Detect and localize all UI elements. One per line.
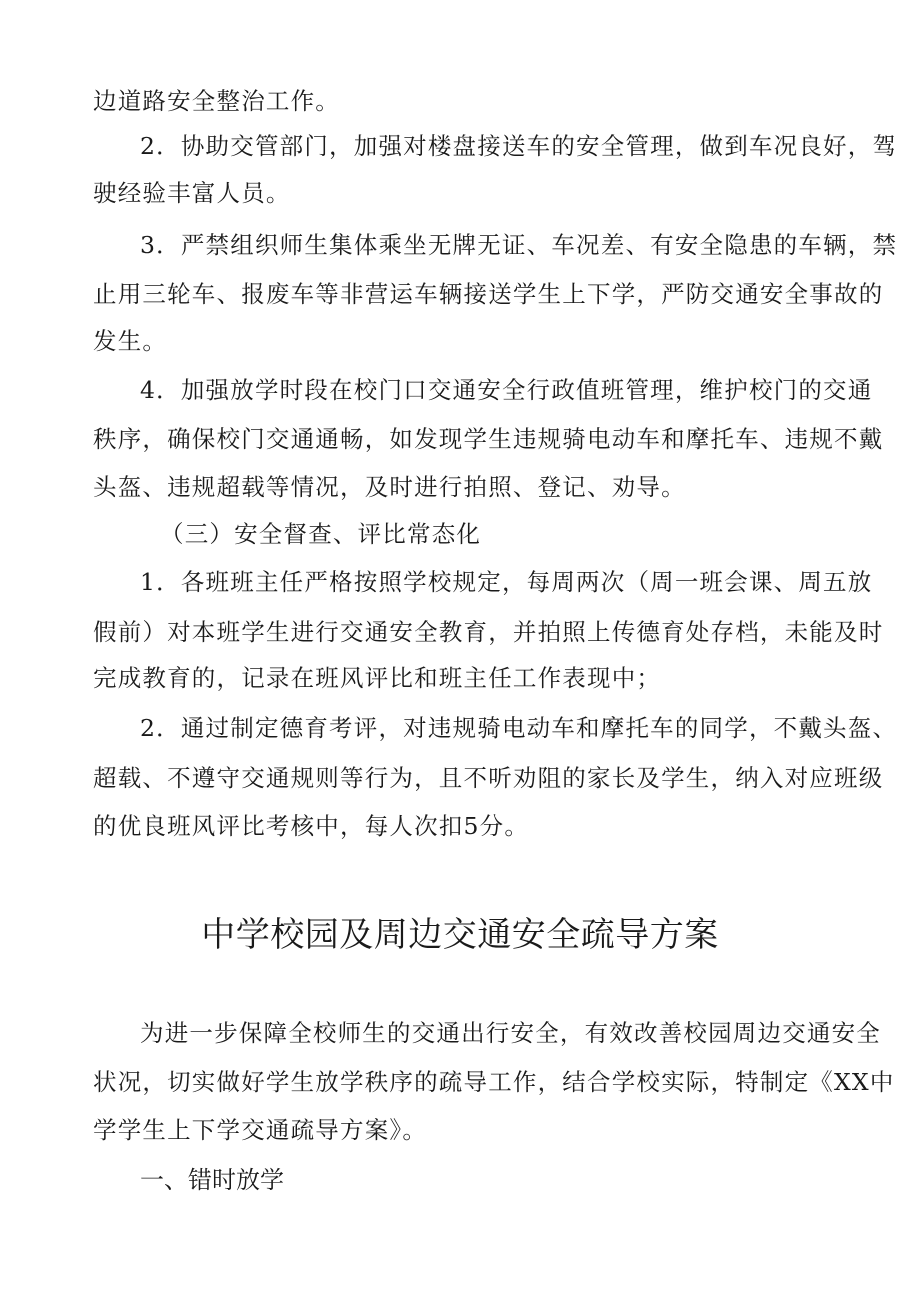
paragraph-line: 2．通过制定德育考评，对违规骑电动车和摩托车的同学，不戴头盔、 bbox=[140, 714, 898, 742]
section-subheading: （三）安全督查、评比常态化 bbox=[160, 520, 482, 548]
paragraph-line: 2．协助交管部门，加强对楼盘接送车的安全管理，做到车况良好，驾 bbox=[140, 132, 898, 160]
paragraph-line: 的优良班风评比考核中，每人次扣5分。 bbox=[93, 812, 530, 840]
paragraph-line: 完成教育的，记录在班风评比和班主任工作表现中； bbox=[93, 664, 662, 692]
document-title: 中学校园及周边交通安全疏导方案 bbox=[201, 915, 719, 955]
paragraph-line: 发生。 bbox=[93, 327, 168, 355]
paragraph-line: 3．严禁组织师生集体乘坐无牌无证、车况差、有安全隐患的车辆，禁 bbox=[140, 231, 898, 259]
paragraph-line: 4．加强放学时段在校门口交通安全行政值班管理，维护校门的交通 bbox=[140, 376, 873, 404]
paragraph-line: 超载、不遵守交通规则等行为，且不听劝阻的家长及学生，纳入对应班级 bbox=[93, 764, 884, 792]
intro-line: 状况，切实做好学生放学秩序的疏导工作，结合学校实际，特制定《XX中 bbox=[93, 1068, 895, 1096]
paragraph-line: 止用三轮车、报废车等非营运车辆接送学生上下学，严防交通安全事故的 bbox=[93, 280, 884, 308]
paragraph-line: 边道路安全整治工作。 bbox=[93, 87, 340, 115]
paragraph-line: 头盔、违规超载等情况，及时进行拍照、登记、劝导。 bbox=[93, 473, 686, 501]
paragraph-line: 1．各班班主任严格按照学校规定，每周两次（周一班会课、周五放 bbox=[140, 568, 873, 596]
section-heading: 一、错时放学 bbox=[140, 1166, 284, 1194]
paragraph-line: 假前）对本班学生进行交通安全教育，并拍照上传德育处存档，未能及时 bbox=[93, 618, 884, 646]
intro-line: 为进一步保障全校师生的交通出行安全，有效改善校园周边交通安全 bbox=[140, 1019, 881, 1047]
paragraph-line: 驶经验丰富人员。 bbox=[93, 179, 291, 207]
paragraph-line: 秩序，确保校门交通通畅，如发现学生违规骑电动车和摩托车、违规不戴 bbox=[93, 425, 884, 453]
intro-line: 学学生上下学交通疏导方案》。 bbox=[93, 1116, 428, 1144]
